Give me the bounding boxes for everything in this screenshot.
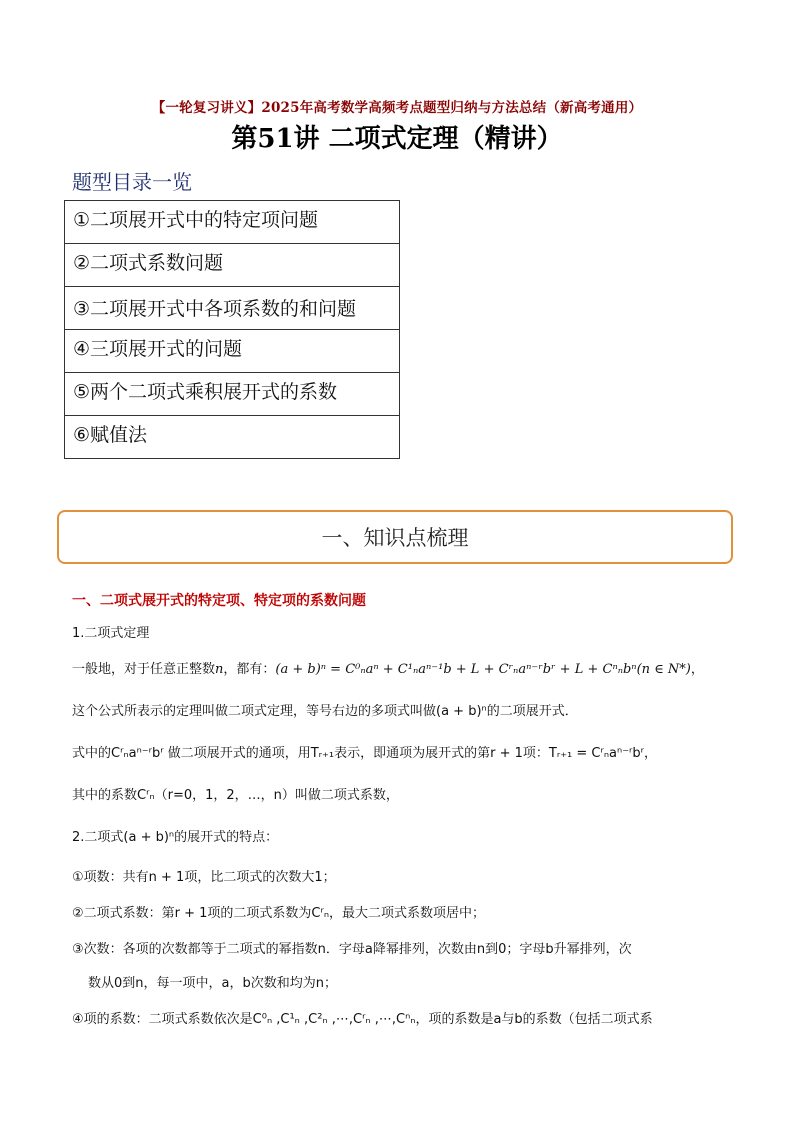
paragraph-coefficients: 其中的系数Cʳₙ（r=0，1，2，…，n）叫做二项式系数， [72,788,399,803]
toc-item: ⑥赋值法 [65,416,400,459]
paragraph-expansion: 这个公式所表示的定理叫做二项式定理，等号右边的多项式叫做(a + b)ⁿ的二项展开式． [72,704,578,719]
document-header: 【一轮复习讲义】2025年高考数学高频考点题型归纳与方法总结（新高考通用） [151,100,643,116]
feature-item-continued: 数从0到n，每一项中，a，b次数和均为n； [88,976,337,991]
toc-table [64,200,400,459]
toc-item: ③二项展开式中各项系数的和问题 [65,287,400,330]
binomial-formula: (a + b)ⁿ = C⁰ₙaⁿ + C¹ₙaⁿ⁻¹b + L + Cʳₙaⁿ⁻ʳbʳ + L + Cⁿₙbⁿ(n ∈ N*) [275,662,691,677]
toc-item: ⑤两个二项式乘积展开式的系数 [65,373,400,416]
subheading-features: 2.二项式(a + b)ⁿ的展开式的特点： [72,830,279,845]
page-title: 第51讲 二项式定理（精讲） [231,124,563,154]
section-title: 一、知识点梳理 [321,526,469,550]
feature-item: ②二项式系数：第r + 1项的二项式系数为Cʳₙ，最大二项式系数项居中； [72,906,486,921]
toc-title: 题型目录一览 [72,170,192,194]
section-heading: 一、二项式展开式的特定项、特定项的系数问题 [72,593,366,609]
section-banner [57,510,733,564]
subheading-binomial-theorem: 1.二项式定理 [72,626,150,641]
toc-item: ①二项展开式中的特定项问题 [65,201,400,244]
paragraph-theorem: 一般地，对于任意正整数n，都有：(a + b)ⁿ = C⁰ₙaⁿ + C¹ₙaⁿ⁻¹b + L + Cʳₙaⁿ⁻ʳbʳ + L + Cⁿₙbⁿ(n ∈ N*)， [72,662,704,677]
feature-item: ①项数：共有n + 1项，比二项式的次数大1； [72,870,336,885]
toc-item: ②二项式系数问题 [65,244,400,287]
paragraph-general-term: 式中的Cʳₙaⁿ⁻ʳbʳ 做二项展开式的通项，用Tᵣ₊₁表示，即通项为展开式的第r + 1项：Tᵣ₊₁ = Cʳₙaⁿ⁻ʳbʳ， [72,746,658,761]
feature-item: ④项的系数：二项式系数依次是C⁰ₙ ,C¹ₙ ,C²ₙ ,⋯,Cʳₙ ,⋯,Cⁿₙ，项的系数是a与b的系数（包括二项式系 [72,1012,653,1027]
toc-item: ④三项展开式的问题 [65,330,400,373]
feature-item: ③次数：各项的次数都等于二项式的幂指数n．字母a降幂排列，次数由n到0；字母b升幂排列，次 [72,942,632,957]
